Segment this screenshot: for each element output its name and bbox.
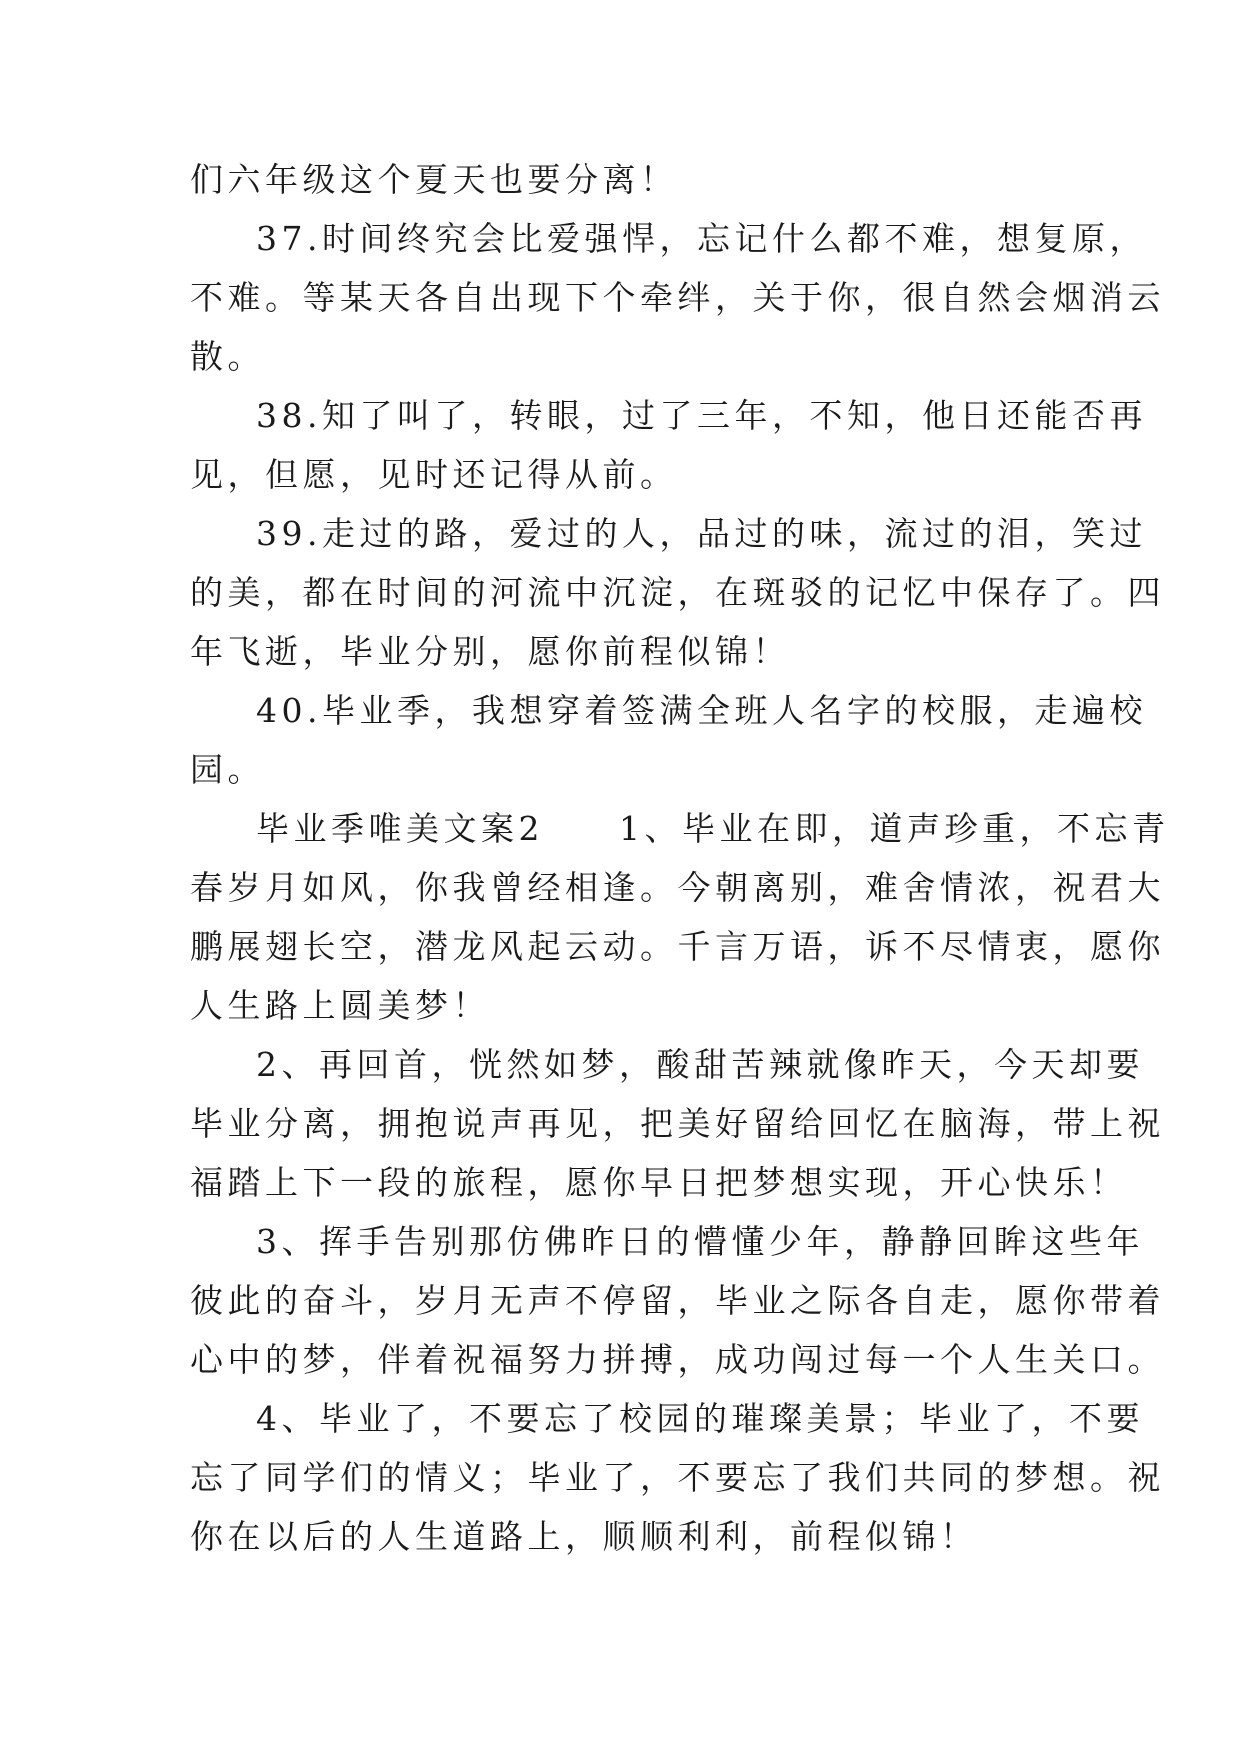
text-line: 忘了同学们的情义；毕业了，不要忘了我们共同的梦想。祝 [190,1458,1165,1497]
paragraph-2-line: 2、再回首，恍然如梦，酸甜苦辣就像昨天，今天却要 [256,1045,1144,1084]
text-line: 的美，都在时间的河流中沉淀，在斑驳的记忆中保存了。四 [190,573,1165,612]
text-line: 鹏展翅长空，潜龙风起云动。千言万语，诉不尽情衷，愿你 [190,927,1165,966]
text-line: 心中的梦，伴着祝福努力拼搏，成功闯过每一个人生关口。 [190,1340,1165,1379]
paragraph-40-line: 40.毕业季，我想穿着签满全班人名字的校服，走遍校 [256,691,1147,730]
text-line: 彼此的奋斗，岁月无声不停留，毕业之际各自走，愿你带着 [190,1281,1165,1320]
paragraph-38-line: 38.知了叫了，转眼，过了三年，不知，他日还能否再 [256,396,1147,435]
text-line: 们六年级这个夏天也要分离！ [190,160,678,199]
paragraph-3-line: 3、挥手告别那仿佛昨日的懵懂少年，静静回眸这些年 [256,1222,1144,1261]
text-line: 园。 [190,750,265,789]
text-line: 福踏上下一段的旅程，愿你早日把梦想实现，开心快乐！ [190,1163,1128,1202]
text-line: 不难。等某天各自出现下个牵绊，关于你，很自然会烟消云 [190,278,1165,317]
text-line: 人生路上圆美梦！ [190,986,490,1025]
paragraph-39-line: 39.走过的路，爱过的人，品过的味，流过的泪，笑过 [256,514,1147,553]
text-line: 春岁月如风，你我曾经相逢。今朝离别，难舍情浓，祝君大 [190,868,1165,907]
paragraph-4-line: 4、毕业了，不要忘了校园的璀璨美景；毕业了，不要 [256,1399,1144,1438]
paragraph-37-line: 37.时间终究会比爱强悍，忘记什么都不难，想复原， [256,219,1147,258]
text-line: 散。 [190,337,265,376]
section-heading-line: 毕业季唯美文案2 1、毕业在即，道声珍重，不忘青 [256,809,1170,848]
text-line: 毕业分离，拥抱说声再见，把美好留给回忆在脑海，带上祝 [190,1104,1165,1143]
text-line: 见，但愿，见时还记得从前。 [190,455,678,494]
text-line: 你在以后的人生道路上，顺顺利利，前程似锦！ [190,1517,978,1556]
document-page [190,150,1170,1566]
text-line: 年飞逝，毕业分别，愿你前程似锦！ [190,632,790,671]
